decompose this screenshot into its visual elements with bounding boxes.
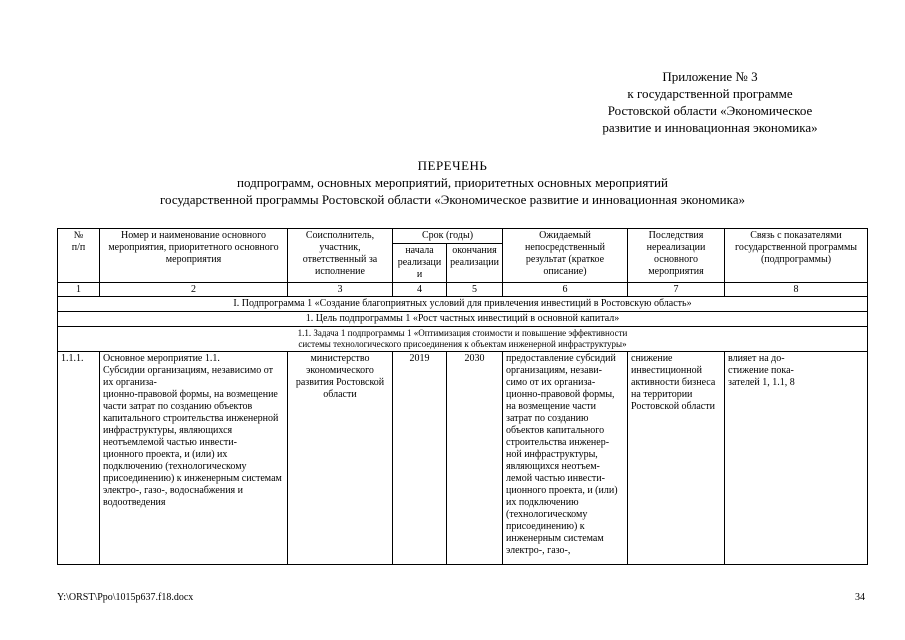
- column-number: 6: [503, 283, 628, 297]
- row-end: 2030: [447, 352, 503, 565]
- header-executor: Соисполнитель, участник, ответственный за исполнение: [288, 229, 393, 283]
- measures-table: [57, 228, 868, 565]
- task-row: [58, 327, 868, 352]
- document-subtitle-line-1: подпрограмм, основных мероприятий, приоритетных основных мероприятий: [237, 175, 668, 190]
- header-start: начала реализации: [393, 244, 447, 283]
- header-consequences: Последствия нереализации основного мероприятия: [628, 229, 725, 283]
- row-start: 2019: [393, 352, 447, 565]
- table-row: [58, 352, 868, 565]
- task-title: [58, 327, 868, 352]
- subprogram-title: I. Подпрограмма 1 «Создание благоприятных условий для привлечения инвестиций в Ростовскую область»: [58, 297, 868, 312]
- goal-row: [58, 312, 868, 327]
- row-link: влияет на до- стижение пока- зателей 1, 1.1, 8: [725, 352, 868, 565]
- document-heading: [0, 157, 905, 208]
- appendix-line-3: Ростовской области «Экономическое: [607, 103, 813, 118]
- column-number-row: [58, 283, 868, 297]
- row-consequences: снижение инвестиционной активности бизнеса на территории Ростовской области: [628, 352, 725, 565]
- subprogram-row: [58, 297, 868, 312]
- column-number: 7: [628, 283, 725, 297]
- task-title-line-1: 1.1. Задача 1 подпрограммы 1 «Оптимизация стоимости и повышение эффективности: [297, 328, 628, 338]
- file-path: Y:\ORST\Ppo\1015p637.f18.docx: [57, 592, 194, 603]
- appendix-block: [560, 68, 860, 136]
- row-result: предоставление субсидий организациям, незави- симо от их организа- ционно-правовой формы, на возмещение части затрат по созданию объектов капитального строительства инженер- ной инфраструктуры, являющихся неотъем- лемой частью инвести- ционного проекта, и (или) их подключению (технологическому присоединению) к инженерным системам электро-, газо-,: [503, 352, 628, 565]
- header-num: № п/п: [58, 229, 100, 283]
- header-term: Срок (годы): [393, 229, 503, 244]
- column-number: 3: [288, 283, 393, 297]
- header-end: окончания реализации: [447, 244, 503, 283]
- appendix-line-1: Приложение № 3: [662, 69, 758, 84]
- appendix-line-4: развитие и инновационная экономика»: [602, 120, 818, 135]
- column-number: 5: [447, 283, 503, 297]
- row-executor: министерство экономического развития Ростовской области: [288, 352, 393, 565]
- header-row-1: [58, 229, 868, 244]
- row-num: 1.1.1.: [58, 352, 100, 565]
- column-number: 1: [58, 283, 100, 297]
- header-result: Ожидаемый непосредственный результат (краткое описание): [503, 229, 628, 283]
- goal-title: 1. Цель подпрограммы 1 «Рост частных инвестиций в основной капитал»: [58, 312, 868, 327]
- column-number: 2: [100, 283, 288, 297]
- document-subtitle-line-2: государственной программы Ростовской области «Экономическое развитие и инновационная экономика»: [160, 192, 745, 207]
- column-number: 4: [393, 283, 447, 297]
- header-name: Номер и наименование основного мероприятия, приоритетного основного мероприятия: [100, 229, 288, 283]
- document-title: ПЕРЕЧЕНЬ: [417, 158, 488, 173]
- header-link: Связь с показателями государственной программы (подпрограммы): [725, 229, 868, 283]
- appendix-line-2: к государственной программе: [627, 86, 793, 101]
- row-name: Основное мероприятие 1.1. Субсидии организациям, независимо от их организа- ционно-правовой формы, на возмещение части затрат по созданию объектов капитального строительства инженерной инфраструктуры, являющихся неотъемлемой частью инвести- ционного проекта, и (или) их подключению (технологическому присоединению) к инженерным системам электро-, газо-, водоснабжения и водоотведения: [100, 352, 288, 565]
- task-title-line-2: системы технологического присоединения к объектам инженерной инфраструктуры»: [298, 339, 627, 349]
- column-number: 8: [725, 283, 868, 297]
- page-number: 34: [855, 592, 865, 603]
